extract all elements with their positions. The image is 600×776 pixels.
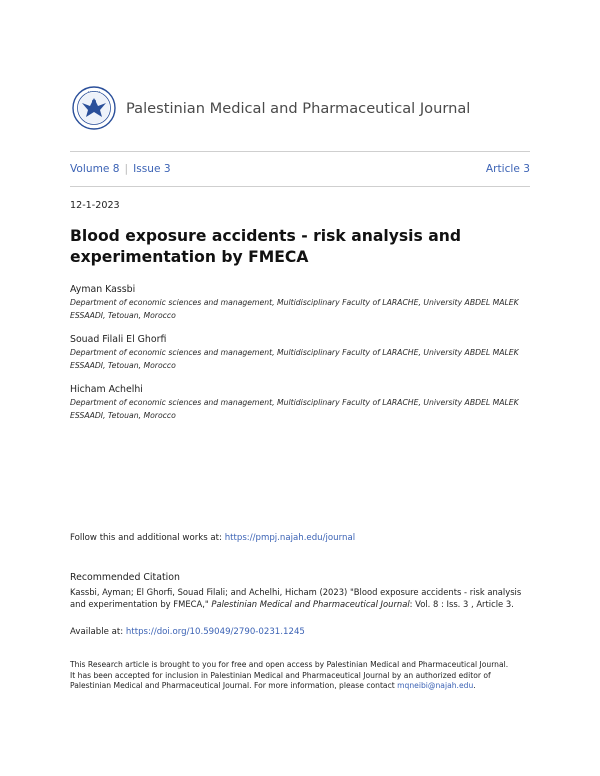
citation-journal: Palestinian Medical and Pharmaceutical Journal	[211, 599, 410, 610]
follow-line	[70, 533, 355, 543]
journal-header	[72, 86, 470, 130]
available-label: Available at:	[70, 627, 126, 637]
citation-volume: : Vol. 8 : Iss. 3 , Article 3.	[409, 599, 514, 610]
article-link[interactable]: Article 3	[485, 163, 530, 175]
citation-main: Kassbi, Ayman; El Ghorfi, Souad Filali; and Achelhi, Hicham (2023) "Blood exposure accidents - risk analysis and experimentation by FMECA,"	[70, 587, 522, 610]
citation-text	[70, 586, 530, 611]
eagle-seal-icon	[72, 86, 116, 130]
volume-link[interactable]: Volume 8	[70, 163, 120, 175]
author-name: Souad Filali El Ghorfi	[70, 334, 167, 345]
author-name: Ayman Kassbi	[70, 284, 136, 295]
access-notice	[70, 660, 510, 692]
author-block	[70, 384, 530, 422]
author-block	[70, 284, 530, 322]
journal-link[interactable]: https://pmpj.najah.edu/journal	[224, 533, 356, 543]
separator: |	[124, 163, 129, 175]
bottom-divider	[70, 186, 530, 187]
citation-heading: Recommended Citation	[70, 572, 180, 583]
top-divider	[70, 151, 530, 152]
available-line	[70, 627, 305, 637]
svg-text:•••••••: •••••••	[87, 89, 101, 94]
publication-date: 12-1-2023	[70, 200, 120, 211]
follow-text: Follow this and additional works at:	[70, 533, 225, 543]
author-affiliation: Department of economic sciences and management, Multidisciplinary Faculty of LARACHE, University ABDEL MALEK ESSAADI, Tetouan, Morocco	[70, 398, 519, 420]
notice-text: This Research article is brought to you for free and open access by Palestinian Medical and Pharmaceutical Journal. It has been accepted for inclusion in Palestinian Medical and Pharmaceutical Journal by an authorized editor of Palestinian Medical and Pharmaceutical Journal. For more information, please contact	[70, 660, 509, 691]
article-title: Blood exposure accidents - risk analysis and experimentation by FMECA	[70, 227, 461, 266]
author-affiliation: Department of economic sciences and management, Multidisciplinary Faculty of LARACHE, University ABDEL MALEK ESSAADI, Tetouan, Morocco	[70, 348, 519, 370]
author-affiliation: Department of economic sciences and management, Multidisciplinary Faculty of LARACHE, University ABDEL MALEK ESSAADI, Tetouan, Morocco	[70, 298, 519, 320]
doi-link[interactable]: https://doi.org/10.59049/2790-0231.1245	[125, 627, 305, 637]
author-block	[70, 334, 530, 372]
contact-email-link[interactable]: mqneibi@najah.edu	[397, 681, 474, 691]
cover-page	[70, 0, 530, 776]
author-name: Hicham Achelhi	[70, 384, 143, 395]
journal-name: Palestinian Medical and Pharmaceutical Journal	[126, 99, 471, 117]
issue-link[interactable]: Issue 3	[133, 163, 171, 175]
issue-info-row	[70, 163, 530, 175]
notice-end: .	[473, 681, 476, 691]
